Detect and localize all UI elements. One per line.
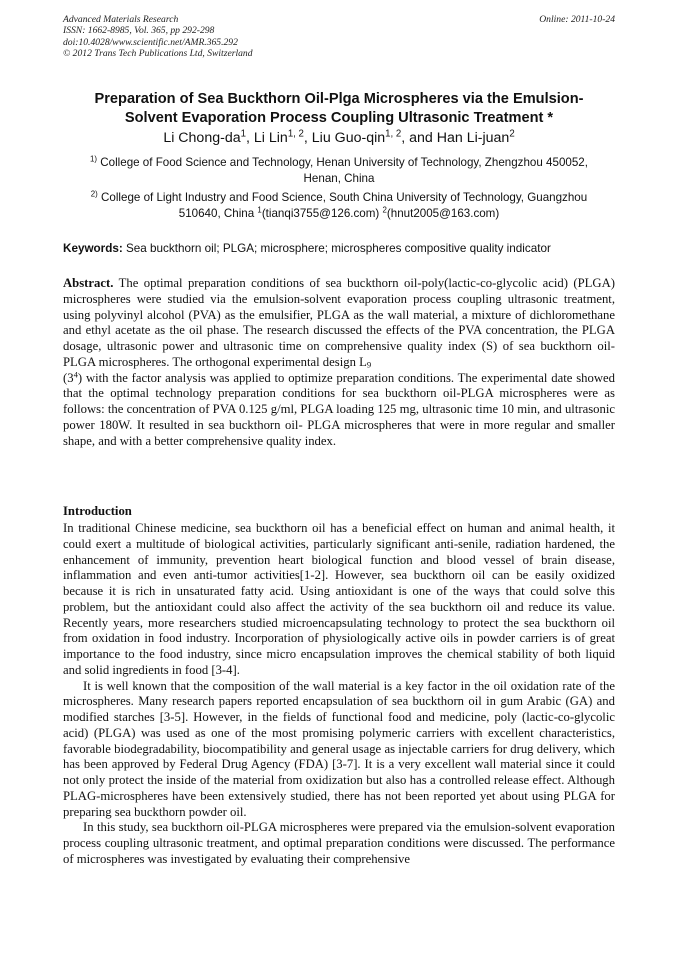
abstract-paragraph: [63, 276, 615, 449]
author-affiliation-mark: 1, 2: [385, 128, 402, 140]
introduction-section: [63, 521, 615, 868]
title-line-1: Preparation of Sea Buckthorn Oil-Plga Microspheres via the Emulsion-: [94, 91, 584, 107]
abstract-superscript: 4: [73, 368, 78, 379]
author-name: Li Chong-da: [163, 130, 241, 146]
paragraph: It is well known that the composition of the wall material is a key factor in the oil oxidation rate of the microspheres. Many research papers reported encapsulation of sea buckthorn oil in gum Arabic (GA) and modified starches [3-5]. However, in the fields of functional food and medicine, poly (lactic-co-glycolic acid) (PLGA) was used as one of the most promising polymeric carriers with excellent characteristics, favorable biodegradability, biocompatibility and general usage as injectable carriers for drug delivery, which has been approved by Federal Drug Agency (FDA) [3-7]. It is a very excellent wall material since it could not only protect the inside of the material from oxidization but also has a controlled release effect. Although PLAG-microspheres have been extensively studied, there has not been reported yet about using PLGA for preparing sea buckthorn powder oil.: [63, 678, 615, 819]
copyright-line: © 2012 Trans Tech Publications Ltd, Switzerland: [63, 48, 253, 60]
affiliation-text: College of Light Industry and Food Science, South China University of Technology, Guangzhou: [97, 191, 588, 204]
abstract-subscript: 9: [366, 359, 372, 370]
paragraph: In this study, sea buckthorn oil-PLGA microspheres were prepared via the emulsion-solvent evaporation process coupling ultrasonic treatment, and optimal preparation conditions were discussed. The performance of microspheres was investigated by evaluating their comprehensive: [63, 820, 615, 866]
journal-header: [63, 14, 615, 60]
issn-line: ISSN: 1662-8985, Vol. 365, pp 292-298: [63, 25, 215, 37]
affiliation-1: [63, 155, 615, 188]
title-line-2: Solvent Evaporation Process Coupling Ultrasonic Treatment *: [124, 109, 554, 126]
affiliation-2: [63, 190, 615, 223]
email-mark: 2: [382, 205, 387, 215]
affiliation-mark: 2): [90, 189, 98, 199]
journal-name: Advanced Materials Research: [63, 14, 179, 25]
author-affiliation-mark: 1, 2: [287, 128, 304, 140]
author-affiliation-mark: 1: [240, 128, 246, 140]
section-heading-introduction: Introduction: [63, 504, 132, 518]
abstract-text: (3: [63, 370, 74, 385]
keywords-label: Keywords:: [63, 242, 123, 255]
abstract-label: Abstract.: [63, 276, 114, 290]
paper-title: [56, 90, 622, 127]
email-mark: 1: [257, 205, 262, 215]
author-name: Li Lin: [253, 130, 288, 146]
email-address: (tianqi3755@126.com): [261, 207, 383, 221]
affiliation-text: College of Food Science and Technology, Henan University of Technology, Zhengzhou 450052,: [97, 156, 588, 169]
author-name: Liu Guo-qin: [311, 130, 386, 146]
email-address: (hnut2005@163.com): [386, 207, 500, 221]
online-date: Online: 2011-10-24: [539, 14, 615, 25]
author-separator: , and: [401, 130, 437, 146]
author-separator: ,: [246, 130, 254, 146]
author-list: [56, 128, 622, 148]
paragraph: In traditional Chinese medicine, sea buckthorn oil has a beneficial effect on human and animal health, it could exert a multitude of biological activities, particularly significant anti-senile, radiation hardened, the enhancement of immunity, prevention heart biological function and blood vessel of brain disease, inflammation and even anti-tumor activities[1-2]. However, sea buckthorn oil can be easily oxidized because it is rich in unsaturated fatty acid. Using antioxidant is one of the ways that could solve this problem, but the antioxidant could also affect the activity of the sea buckthorn oil and reduce its value. Recently years, more researchers studied microencapsulating technology to protect the sea buckthorn oil from oxidation in food industry. Incorporation of physiologically active oils in powder carriers is of great importance to the food industry, since micro encapsulation improves the chemical stability of both liquid and solid ingredients in food [3-4].: [63, 521, 615, 677]
author-affiliation-mark: 2: [509, 128, 515, 140]
author-separator: ,: [303, 130, 312, 146]
affiliation-text: 510640, China: [178, 207, 258, 221]
abstract-text: The optimal preparation conditions of sea buckthorn oil-poly(lactic-co-glycolic acid) (PLGA) microspheres were studied via the emulsion-solvent evaporation process coupling ultrasonic treatment, using polyvinyl alcohol (PVA) as the emulsifier, PLGA as the wall material, a mixture of dichloromethane and ethyl acetate as the oil phase. The research discussed the effects of the PVA concentration, the PLGA dosage, ultrasonic power and ultrasonic time on comprehensive quality index (S) of sea buckthorn oil-PLGA microspheres. The orthogonal experimental design L: [63, 276, 615, 369]
keywords-line: [63, 241, 615, 257]
author-name: Han Li-juan: [436, 130, 510, 146]
doi-line: doi:10.4028/www.scientific.net/AMR.365.292: [63, 36, 238, 48]
keywords-text: Sea buckthorn oil; PLGA; microsphere; microspheres compositive quality indicator: [122, 242, 551, 255]
affiliation-text: Henan, China: [303, 172, 375, 186]
affiliation-mark: 1): [90, 154, 98, 164]
abstract-text: ) with the factor analysis was applied to optimize preparation conditions. The experimental date showed that the optimal technology preparation conditions for sea buckthorn oil-PLGA microspheres were as follows: the concentration of PVA 0.125 g/ml, PLGA loading 125 mg, ultrasonic time 10 min, and ultrasonic power 180W. It resulted in sea buckthorn oil- PLGA microspheres that were in more regular and smaller shape, and with a better comprehensive quality index.: [63, 370, 615, 448]
